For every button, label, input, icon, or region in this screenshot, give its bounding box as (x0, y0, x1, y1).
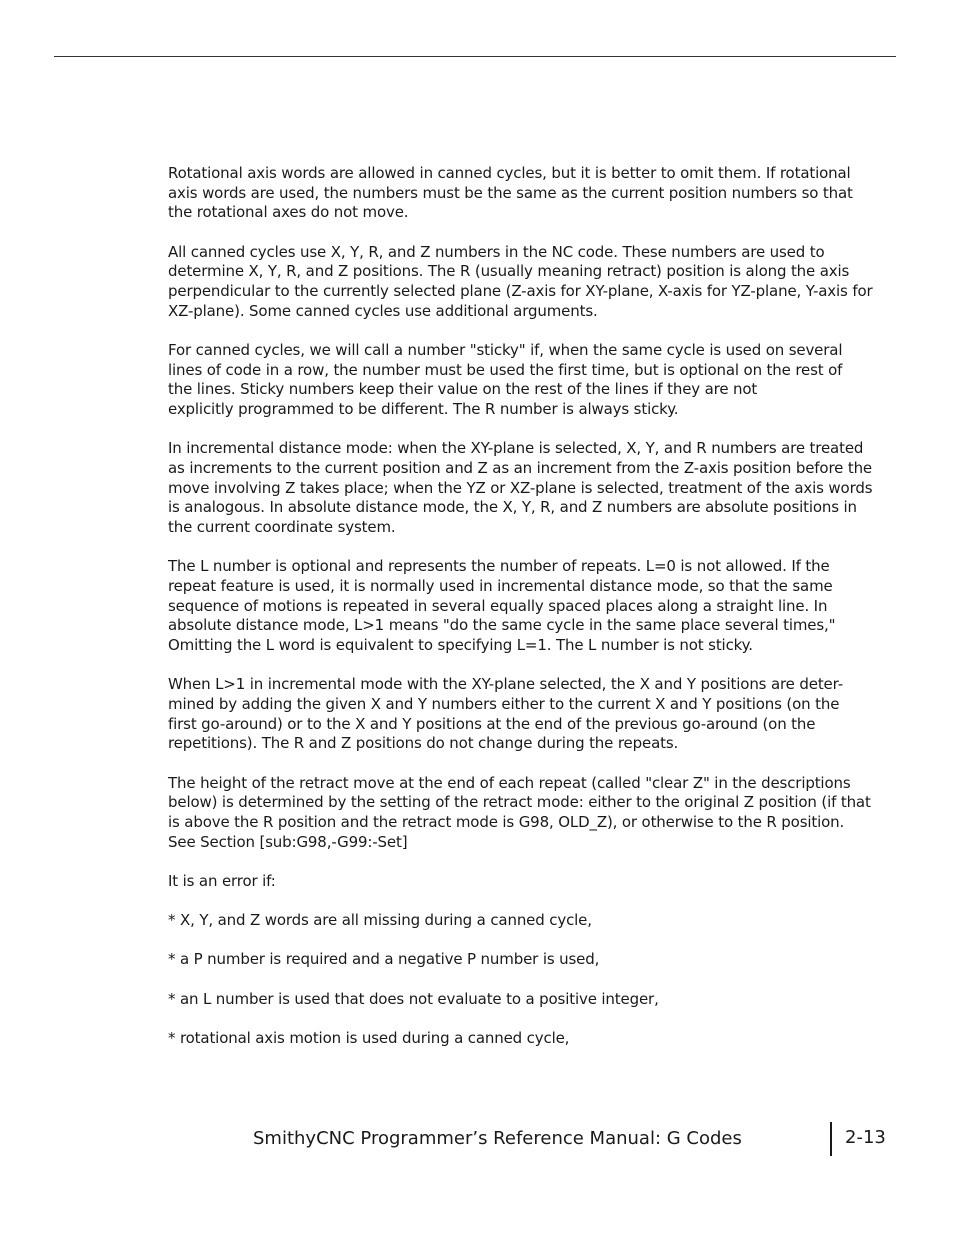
paragraph (168, 872, 872, 892)
text-line: mined by adding the given X and Y numbers either to the current X and Y positions (on the (168, 694, 840, 713)
text-line: * rotational axis motion is used during a canned cycle, (168, 1028, 570, 1047)
text-line: the current coordinate system. (168, 518, 396, 537)
body-text (168, 164, 872, 1068)
paragraph (168, 1029, 872, 1049)
text-line: first go-around) or to the X and Y positions at the end of the previous go-around (on the (168, 714, 816, 733)
text-line: lines of code in a row, the number must be used the first time, but is optional on the rest of (168, 360, 843, 379)
paragraph (168, 675, 872, 754)
paragraph (168, 774, 872, 853)
text-line: The height of the retract move at the end of each repeat (called "clear Z" in the descriptions (168, 773, 851, 792)
text-line: is above the R position and the retract mode is G98, OLD_Z), or otherwise to the R position. (168, 812, 845, 831)
paragraph (168, 911, 872, 931)
footer-divider (830, 1122, 832, 1156)
text-line: Omitting the L word is equivalent to specifying L=1. The L number is not sticky. (168, 636, 753, 655)
text-line: XZ-plane). Some canned cycles use additional arguments. (168, 301, 598, 320)
paragraph (168, 243, 872, 322)
paragraph (168, 439, 872, 538)
text-line: All canned cycles use X, Y, R, and Z numbers in the NC code. These numbers are used to (168, 242, 825, 261)
paragraph (168, 164, 872, 223)
text-line: as increments to the current position and Z as an increment from the Z-axis position before the (168, 458, 873, 477)
paragraph (168, 341, 872, 420)
footer-title: SmithyCNC Programmer’s Reference Manual: G Codes (253, 1128, 742, 1149)
text-line: For canned cycles, we will call a number "sticky" if, when the same cycle is used on several (168, 340, 843, 359)
text-line: Rotational axis words are allowed in canned cycles, but it is better to omit them. If rotational (168, 164, 851, 182)
text-line: repeat feature is used, it is normally used in incremental distance mode, so that the same (168, 576, 833, 595)
text-line: It is an error if: (168, 871, 276, 890)
text-line: The L number is optional and represents the number of repeats. L=0 is not allowed. If the (168, 557, 830, 576)
text-line: is analogous. In absolute distance mode, the X, Y, R, and Z numbers are absolute positions in (168, 498, 857, 517)
text-line: below) is determined by the setting of the retract mode: either to the original Z position (if that (168, 793, 871, 812)
text-line: In incremental distance mode: when the XY-plane is selected, X, Y, and R numbers are treated (168, 439, 864, 458)
text-line: * X, Y, and Z words are all missing during a canned cycle, (168, 911, 592, 930)
text-line: explicitly programmed to be different. The R number is always sticky. (168, 400, 679, 419)
text-line: perpendicular to the currently selected plane (Z-axis for XY-plane, X-axis for YZ-plane, Y-axis for (168, 282, 873, 301)
text-line: repetitions). The R and Z positions do not change during the repeats. (168, 734, 679, 753)
text-line: When L>1 in incremental mode with the XY-plane selected, the X and Y positions are deter- (168, 675, 843, 694)
text-line: determine X, Y, R, and Z positions. The R (usually meaning retract) position is along the axis (168, 262, 850, 281)
paragraph (168, 950, 872, 970)
paragraph (168, 557, 872, 656)
text-line: the rotational axes do not move. (168, 203, 409, 222)
text-line: sequence of motions is repeated in several equally spaced places along a straight line. In (168, 596, 828, 615)
page-number: 2-13 (845, 1127, 886, 1148)
text-line: * an L number is used that does not evaluate to a positive integer, (168, 989, 659, 1008)
text-line: absolute distance mode, L>1 means "do the same cycle in the same place several times," (168, 616, 836, 635)
header-rule (54, 56, 896, 57)
paragraph (168, 990, 872, 1010)
text-line: See Section [sub:G98,-G99:-Set] (168, 832, 408, 851)
text-line: axis words are used, the numbers must be the same as the current position numbers so that (168, 183, 853, 202)
text-line: move involving Z takes place; when the YZ or XZ-plane is selected, treatment of the axis words (168, 478, 873, 497)
text-line: * a P number is required and a negative P number is used, (168, 950, 600, 969)
text-line: the lines. Sticky numbers keep their value on the rest of the lines if they are not (168, 380, 758, 399)
